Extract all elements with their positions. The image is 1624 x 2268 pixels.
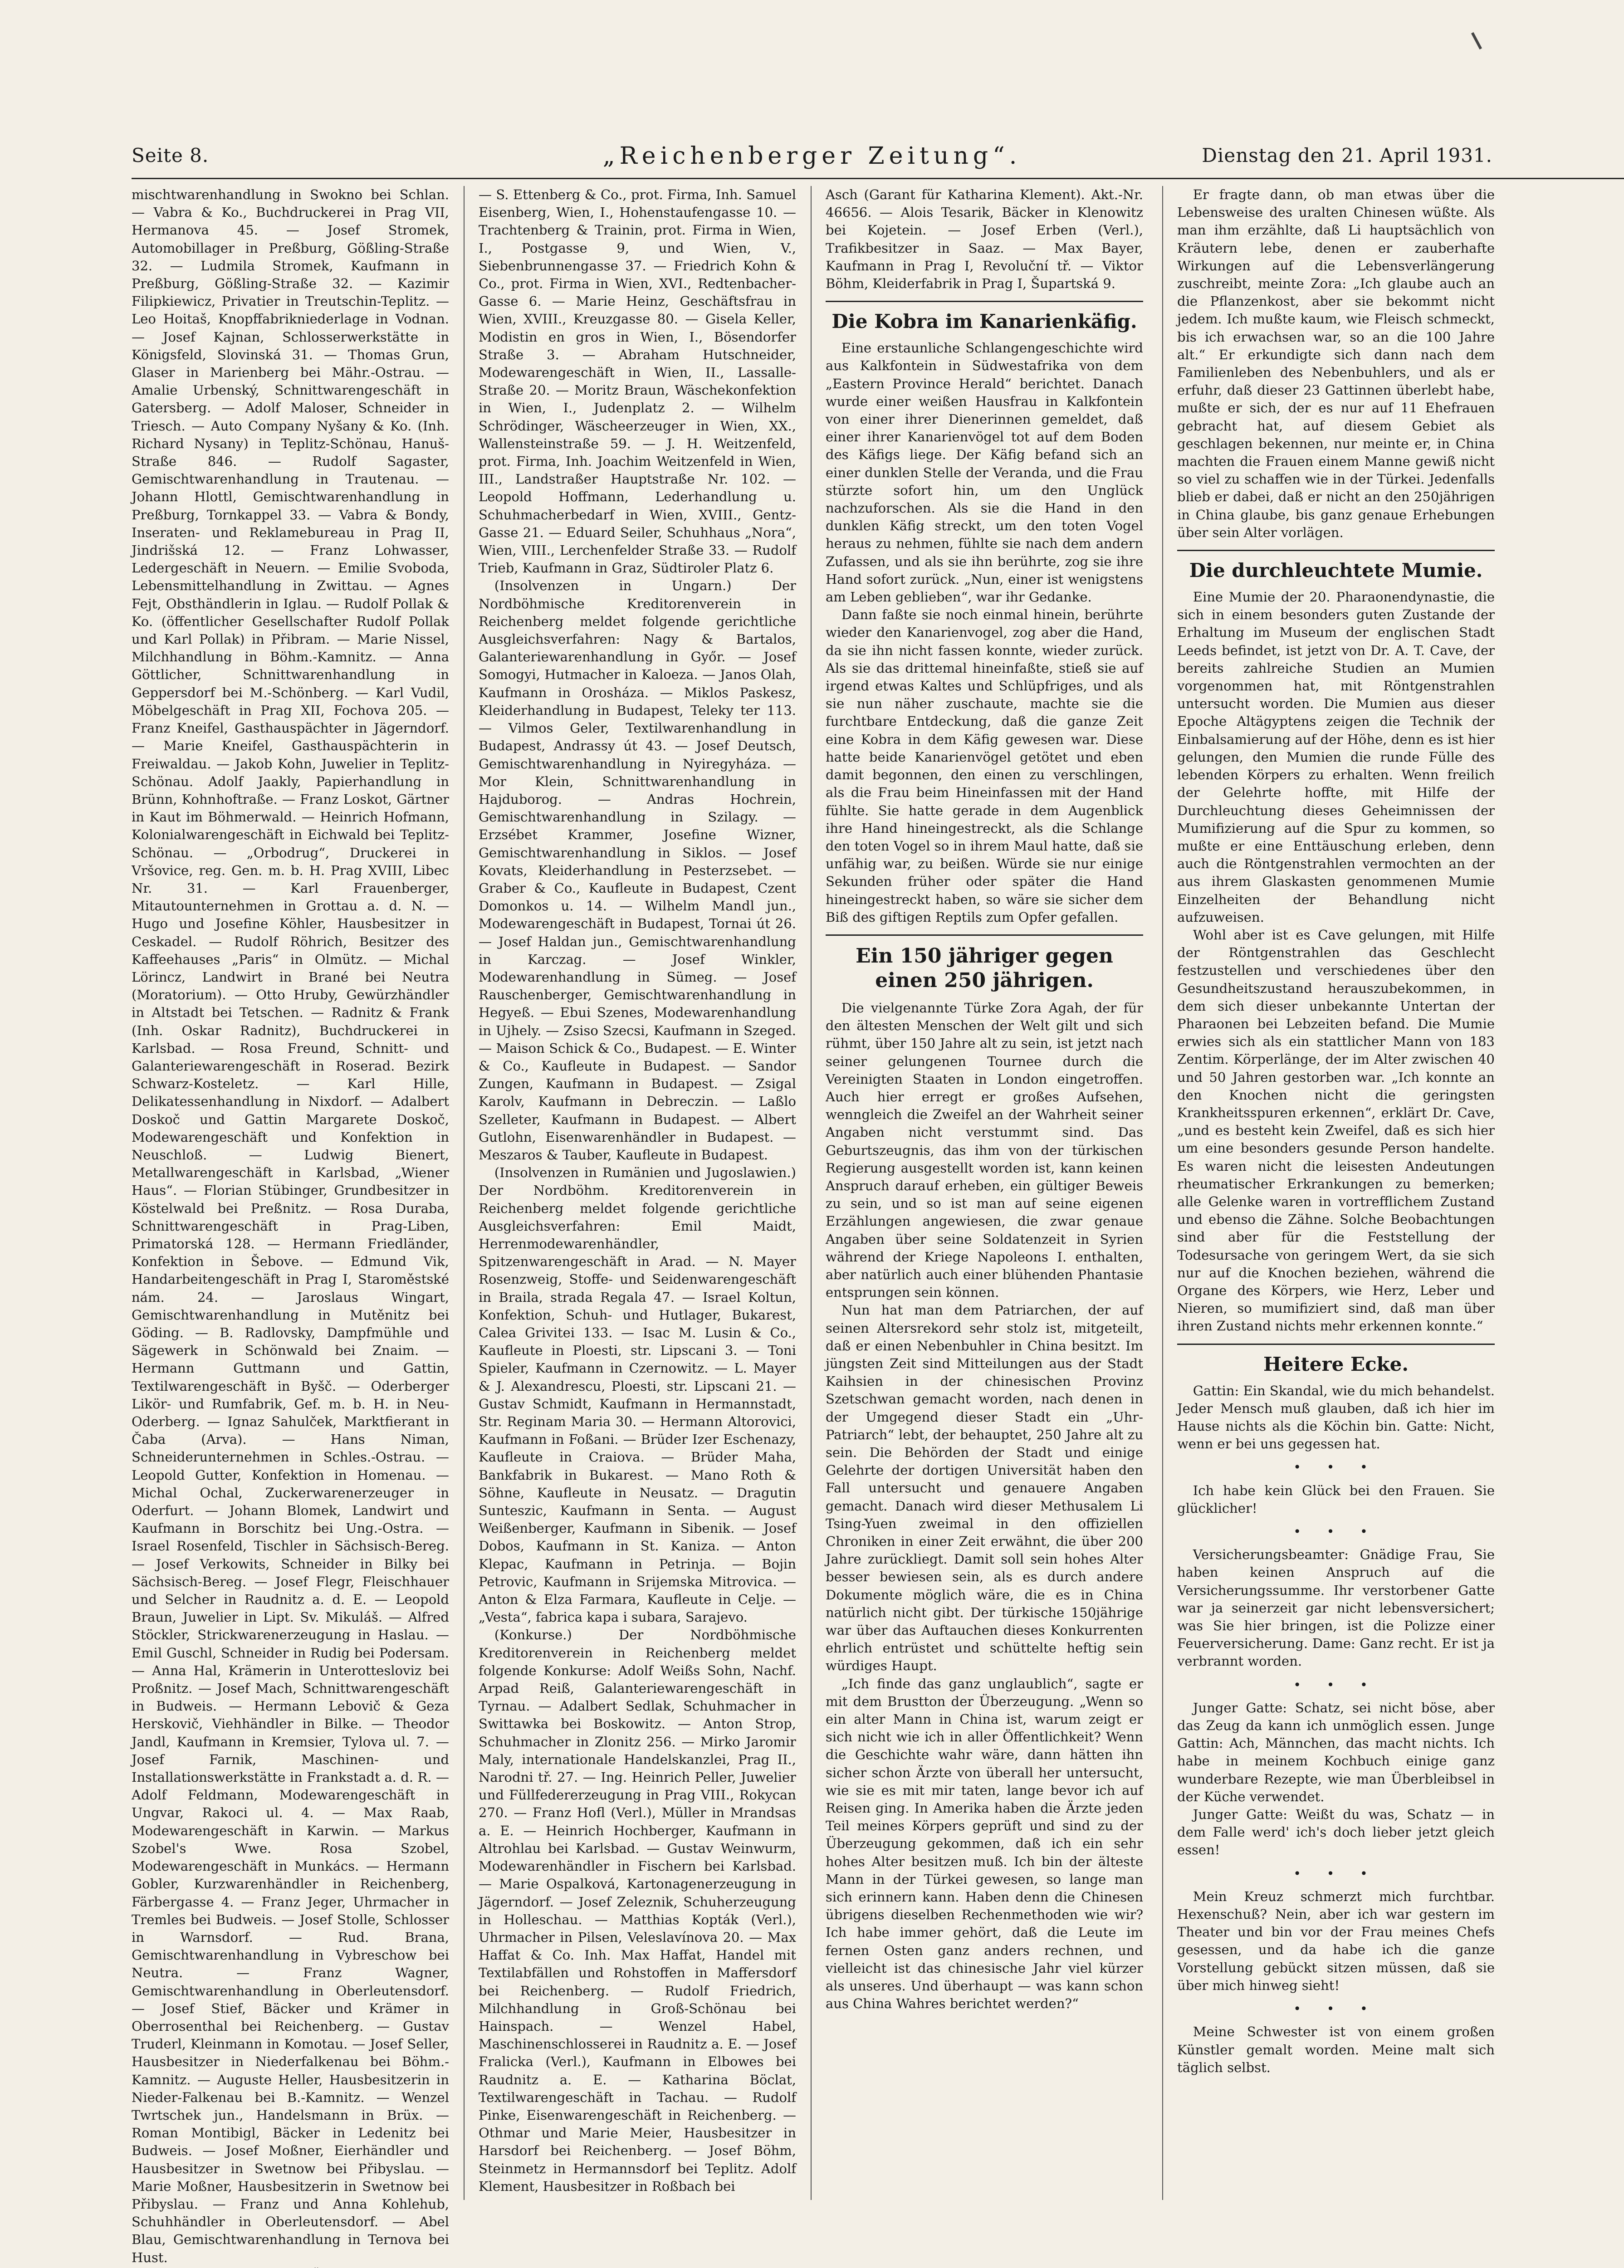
column-2	[479, 186, 796, 2200]
scan-mark	[1471, 32, 1482, 49]
column-4	[1177, 186, 1495, 2200]
column-3	[826, 186, 1143, 2200]
bankruptcies-cont: Asch (Garant für Katharina Klement). Akt.-Nr. 46656. — Alois Tesarik, Bäcker in Klenowitz bei Kojetein. — Josef Erben (Verl.), Trafikbesitzer in Saaz. — Max Bayer, Kaufmann in Prag I, Revoluční tř. — Viktor Böhm, Kleiderfabrik in Prag I, Šupartská 9.	[826, 187, 1143, 292]
article-paragraph: Wohl aber ist es Cave gelungen, mit Hilfe der Röntgenstrahlen das Geschlecht festzustellen und verschiedenes über den Gesundheitszustand herauszubekommen, in dem sich dieser unbekannte Untertan der Pharaonen bei Lebzeiten befand. Die Mumie erwies sich als ein stattlicher Mann von 183 Zentim. Körperlänge, der im Alter zwischen 40 und 50 Jahren gestorben war. „Ich konnte an den Knochen nicht die geringsten Krankheitsspuren erkennen“, erklärt Dr. Cave, „und es besteht kein Zweifel, daß es sich hier um eine besonders gesunde Person handelte. Es waren nicht die leisesten Andeutungen rheumatischer Erkrankungen zu bemerken; alle Gelenke waren in vortrefflichem Zustand und ebenso die Zähne. Solche Beobachtungen sind aber für die Feststellung der Todesursache von geringem Wert, da sie sich nur auf die Knochen beziehen, während die Organe des Körpers, wie Herz, Leber und Nieren, so mumifiziert sind, daß man über ihren Zustand nichts mehr erkennen konnte.“	[1177, 927, 1495, 1334]
issue-date: Dienstag den 21. April 1931.	[1202, 144, 1492, 166]
joke: Gattin: Ein Skandal, wie du mich behandelst. Jeder Mensch muß glauben, daß ich hier im Hause nichts als die Köchin bin. Gatte: Nicht, wenn er bei uns gegessen hat.	[1177, 1383, 1495, 1452]
separator-dots: • • •	[1293, 1524, 1379, 1540]
insolvency-austria-cont: — S. Ettenberg & Co., prot. Firma, Inh. Samuel Eisenberg, Wien, I., Hohenstaufengasse 10. — Trachtenberg & Trainin, prot. Firma in Wien, I., Postgasse 9, und Wien, V., Siebenbrunnengasse 37. — Friedrich Kohn & Co., prot. Firma in Wien, XVI., Redtenbacher-Gasse 6. — Marie Heinz, Geschäftsfrau in Wien, XVIII., Kreuzgasse 80. — Gisela Keller, Modistin en gros in Wien, I., Bösendorfer Straße 3. — Abraham Hutschneider, Modewarengeschäft in Wien, II., Lassalle-Straße 20. — Moritz Braun, Wäschekonfektion in Wien, I., Judenplatz 2. — Wilhelm Schrödinger, Wäscheerzeuger in Wien, XX., Wallensteinstraße 59. — J. H. Weitzenfeld, prot. Firma, Inh. Joachim Weitzenfeld in Wien, III., Landstraßer Hauptstraße Nr. 102. — Leopold Hoffmann, Lederhandlung u. Schuhmacherbedarf in Wien, XVIII., Gentz-Gasse 21. — Eduard Seiler, Schuhhaus „Nora“, Wien, VIII., Lerchenfelder Straße 33. — Rudolf Trieb, Kaufmann in Graz, Südtiroler Platz 6.	[479, 187, 796, 576]
title-line: Ein 150 jähriger gegen	[856, 944, 1113, 968]
insolvency-romania-yugoslavia: (Insolvenzen in Rumänien und Jugoslawien.) Der Nordböhm. Kreditorenverein in Reichenberg meldet folgende gerichtliche Ausgleichsverfahren: Emil Maidt, Herrenmodewarenhändler, Spitzenwarengeschäft in Arad. — N. Mayer Rosenzweig, Stoffe- und Seidenwarengeschäft in Braila, strada Regala 47. — Israel Koltun, Konfektion, Schuh- und Hutlager, Bukarest, Calea Grivitei 133. — Isac M. Lusin & Co., Kaufleute in Ploesti, str. Lipscani 3. — Toni Spieler, Kaufmann in Czernowitz. — L. Mayer & J. Alexandrescu, Ploesti, str. Lipscani 21. — Gustav Schmidt, Kaufmann in Hermannstadt, Str. Reginam Maria 30. — Hermann Altorovici, Kaufmann in Foßani. — Brüder Izer Eschenazy, Kaufleute in Craiova. — Brüder Maha, Bankfabrik in Bukarest. — Mano Roth & Söhne, Kaufleute in Neusatz. — Dragutin Sunteszic, Kaufmann in Senta. — August Weißenberger, Kaufmann in Sibenik. — Josef Dobos, Kaufmann in St. Kaniza. — Anton Klepac, Kaufmann in Petrinja. — Bojin Petrovic, Kaufmann in Srijemska Mitrovica. — Anton & Elza Farmara, Kaufleute in Celje. — „Vesta“, fabrica kapa i subara, Sarajevo.	[479, 1165, 796, 1625]
article-paragraph: Eine Mumie der 20. Pharaonendynastie, die sich in einem besonders guten Zustande der Erhaltung im Museum der englischen Stadt Leeds befindet, ist jetzt von Dr. A. T. Cave, der bereits zahlreiche Studien an Mumien vorgenommen hat, mit Röntgenstrahlen untersucht worden. Die Mumien aus dieser Epoche Altägyptens zeigen die Technik der Einbalsamierung auf der Höhe, denn es ist hier gelungen, den Mumien die runde Fülle des lebenden Körpers zu erhalten. Wenn freilich der Gelehrte hoffte, mit Hilfe der Durchleuchtung dieses Geheimnissen der Mumifizierung auf die Spur zu kommen, so mußte er eine Enttäuschung erleben, denn auch die Röntgenstrahlen vermochten an der aus ihrem Glaskasten genommenen Mumie Einzelheiten der Behandlung nicht aufzuweisen.	[1177, 589, 1495, 925]
newspaper-title: „Reichenberger Zeitung“.	[602, 142, 1022, 170]
article-paragraph: Eine erstaunliche Schlangengeschichte wird aus Kalkfontein in Südwestafrika von dem „Eastern Province Herald“ berichtet. Danach wurde einer weißen Hausfrau in Kalkfontein von einer ihrer Dienerinnen gemeldet, daß einer ihrer Kanarienvögel tot auf dem Boden des Käfigs liege. Der Käfig befand sich an einer dunklen Stelle der Veranda, und die Frau stürzte sofort hin, um den Unglück nachzuforschen. Als sie die Hand in den dunklen Käfig streckt, um den toten Vogel heraus zu nehmen, fühlte sie nach dem andern Zufassen, und als sie ihn berührte, zog sie ihre Hand sofort zurück. „Nun, einer ist wenigstens am Leben geblieben“, war ihr Gedanke.	[826, 340, 1143, 605]
article-paragraph: Die vielgenannte Türke Zora Agah, der für den ältesten Menschen der Welt gilt und sich rühmt, über 150 Jahre alt zu sein, ist jetzt nach seiner gelungenen Tournee durch die Vereinigten Staaten in London eingetroffen. Auch hier erregt er großes Aufsehen, wenngleich die Zweifel an der Wahrheit seiner Angaben nicht verstummt sind. Das Geburtszeugnis, das ihm von der türkischen Regierung ausgestellt worden ist, kann keinen Anspruch darauf erheben, ein gültiger Beweis zu sein, und so ist man auf seine eigenen Erzählungen angewiesen, die zwar genaue Angaben über seine Soldatenzeit in Syrien während der Kriege Napoleons I. enthalten, aber natürlich auch einer blühenden Phantasie entsprungen sein können.	[826, 1000, 1143, 1300]
joke: Junger Gatte: Schatz, sei nicht böse, aber das Zeug da kann ich unmöglich essen. Junge Gattin: Ach, Männchen, das macht nichts. Ich habe in meinem Kochbuch einige ganz wunderbare Rezepte, wie man Überbleibsel in der Küche verwendet.	[1177, 1700, 1495, 1804]
header-rule	[132, 178, 1624, 179]
joke: Meine Schwester ist von einem großen Künstler gemalt worden. Meine malt sich täglich selbst.	[1177, 2024, 1495, 2075]
joke: Ich habe kein Glück bei den Frauen. Sie glücklicher!	[1177, 1482, 1495, 1516]
insolvency-hungary: (Insolvenzen in Ungarn.) Der Nordböhmische Kreditorenverein in Reichenberg meldet folgende gerichtliche Ausgleichsverfahren: Nagy & Bartalos, Galanteriewarenhandlung in Győr. — Josef Somogyi, Hutmacher in Kaloeza. — Janos Olah, Kaufmann in Orosháza. — Miklos Paskesz, Kleiderhandlung in Budapest, Teleky ter 113. — Vilmos Geler, Textilwarenhandlung in Budapest, Andrassy út 43. — Josef Deutsch, Gemischtwarenhandlung in Nyiregyháza. — Mor Klein, Schnittwarenhandlung in Hajduborog. — Andras Hochrein, Gemischtwarenhandlung in Szilagy. — Erzsébet Krammer, Josefine Wizner, Gemischtwarenhandlung in Siklos. — Josef Kovats, Kleiderhandlung in Pesterzsebet. — Graber & Co., Kaufleute in Budapest, Czent Domonkos u. 14. — Wilhelm Mandl jun., Modewarengeschäft in Budapest, Tornai út 26. — Josef Haldan jun., Gemischtwarenhandlung in Karczag. — Josef Winkler, Modewarenhandlung in Sümeg. — Josef Rauschenberger, Gemischtwarenhandlung in Hegyeß. — Ebui Szenes, Modewarenhandlung in Ujhely. — Zsiso Szecsi, Kaufmann in Szeged. — Maison Schick & Co., Budapest. — E. Winter & Co., Kaufleute in Budapest. — Sandor Zungen, Kaufmann in Budapest. — Zsigal Karolv, Kaufmann in Debreczin. — Laßlo Szelleter, Kaufmann in Budapest. — Albert Gutlohn, Eisenwarenhändler in Budapest. — Meszaros & Tauber, Kaufleute in Budapest.	[479, 578, 796, 1163]
column-1	[132, 186, 449, 2265]
insolvency-list: mischtwarenhandlung in Swokno bei Schlan. — Vabra & Ko., Buchdruckerei in Prag VII, Hermanova 45. — Josef Stromek, Automobillager in Preßburg, Gößling-Straße 32. — Ludmila Stromek, Kaufmann in Preßburg, Gößling-Straße 32. — Kazimir Filipkiewicz, Privatier in Treutschin-Teplitz. — Leo Hoitaš, Knopffabrikniederlage in Vodnan. — Josef Kajnan, Schlosserwerkstätte in Königsfeld, Slovinská 31. — Thomas Grun, Glaser in Marienberg bei Mähr.-Ostrau. — Amalie Urbenský, Schnittwarengeschäft in Gatersberg. — Adolf Maloser, Schneider in Triesch. — Auto Company Nyšany & Ko. (Inh. Richard Nysany) in Teplitz-Schönau, Hanuš-Straße 846. — Rudolf Sagaster, Gemischtwarenhandlung in Trautenau. — Johann Hlottl, Gemischtwarenhandlung in Preßburg, Tornkappel 33. — Vabra & Bondy, Inseraten- und Reklamebureau in Prag II, Jindrišská 12. — Franz Lohwasser, Ledergeschäft in Neuern. — Emilie Svoboda, Lebensmittelhandlung in Zwittau. — Agnes Fejt, Obsthändlerin in Iglau. — Rudolf Pollak & Ko. (öffentlicher Gesellschafter Rudolf Pollak und Karl Pollak) in Přibram. — Marie Nissel, Milchhandlung in Böhm.-Kamnitz. — Anna Göttlicher, Schnittwarenhandlung in Geppersdorf bei M.-Schönberg. — Karl Vudil, Möbelgeschäft in Prag XII, Fochova 205. — Franz Kneifel, Gasthauspächter in Jägerndorf. — Marie Kneifel, Gasthauspächterin in Freiwaldau. — Jakob Kohn, Juwelier in Teplitz-Schönau. Adolf Jaakly, Papierhandlung in Brünn, Kohnhoftraße. — Franz Loskot, Gärtner in Kaut im Böhmerwald. — Heinrich Hofmann, Kolonialwarengeschäft in Eichwald bei Teplitz-Schönau. — „Orbodrug“, Druckerei in Vršovice, reg. Gen. m. b. H. Prag XVIII, Libec Nr. 31. — Karl Frauenberger, Mitautounternehmen in Grottau a. d. N. — Hugo und Josefine Köhler, Hausbesitzer in Ceskadel. — Rudolf Röhrich, Besitzer des Kaffeehauses „Paris“ in Olmütz. — Michal Lörincz, Landwirt in Brané bei Neutra (Moratorium). — Otto Hruby, Gewürzhändler in Altstadt bei Tetschen. — Radnitz & Frank (Inh. Oskar Radnitz), Buchdruckerei in Karlsbad. — Rosa Freund, Schnitt- und Galanteriewarengeschäft in Roserad. Bezirk Schwarz-Kosteletz. — Karl Hille, Delikatessenhandlung in Nixdorf. — Adalbert Doskoč und Gattin Margarete Doskoč, Modewarengeschäft und Konfektion in Neuschloß. — Ludwig Bienert, Metallwarengeschäft in Karlsbad, „Wiener Haus“. — Florian Stübinger, Grundbesitzer in Köstelwald bei Preßnitz. — Rosa Duraba, Schnittwarengeschäft in Prag-Liben, Primatorská 128. — Hermann Friedländer, Konfektion in Šebove. — Edmund Vik, Handarbeitengeschäft in Prag I, Staroměstské nám. 24. — Jaroslaus Wingart, Gemischtwarenhandlung in Mutěnitz bei Göding. — B. Radlovsky, Dampfmühle und Sägewerk in Schönwald bei Znaim. — Hermann Guttmann und Gattin, Textilwarengeschäft in Byšč. — Oderberger Likör- und Rumfabrik, Gef. m. b. H. in Neu-Oderberg. — Ignaz Sahulček, Marktfierant in Čaba (Arva). — Hans Niman, Schneiderunternehmen in Schles.-Ostrau. — Leopold Gutter, Konfektion in Homenau. — Michal Ochal, Zuckerwarenerzeuger in Oderfurt. — Johann Blomek, Landwirt und Kaufmann in Borschitz bei Ung.-Ostra. — Israel Rosenfeld, Tischler in Sächsisch-Bereg. — Josef Verkowits, Schneider in Bilky bei Sächsisch-Bereg. — Josef Flegr, Fleischhauer und Selcher in Raudnitz a. d. E. — Leopold Braun, Juwelier in Lipt. Sv. Mikuláš. — Alfred Stöckler, Strickwarenerzeugung in Haslau. — Emil Guschl, Schneider in Rudig bei Podersam. — Anna Hal, Krämerin in Unterottesloviz bei Proßnitz. — Josef Mach, Schnittwarengeschäft in Budweis. — Hermann Lebovič & Geza Herskovič, Viehhändler in Bilke. — Theodor Jandl, Kaufmann in Kremsier, Tylova ul. 7. — Josef Farnik, Maschinen- und Installationswerkstätte in Frankstadt a. d. R. — Adolf Feldmann, Modewarengeschäft in Ungvar, Rakoci ul. 4. — Max Raab, Modewarengeschäft in Karwin. — Markus Szobel's Wwe. Rosa Szobel, Modewarengeschäft in Munkács. — Hermann Gobler, Kurzwarenhändler in Reichenberg, Färbergasse 4. — Franz Jeger, Uhrmacher in Tremles bei Budweis. — Josef Stolle, Schlosser in Warnsdorf. — Rud. Brana, Gemischtwarenhandlung in Vybreschow bei Neutra. — Franz Wagner, Gemischtwarenhandlung in Oberleutensdorf. — Josef Stief, Bäcker und Krämer in Oberrosenthal bei Reichenberg. — Gustav Truderl, Kleinmann in Komotau. — Josef Seller, Hausbesitzer in Niederfalkenau bei Böhm.-Kamnitz. — Auguste Heller, Hausbesitzerin in Nieder-Falkenau bei B.-Kamnitz. — Wenzel Twrtschek jun., Handelsmann in Brüx. — Roman Montibigl, Bäcker in Ledenitz bei Budweis. — Josef Moßner, Eierhändler und Hausbesitzer in Swetnow bei Přibyslau. — Marie Moßner, Hausbesitzerin in Swetnow bei Přibyslau. — Franz und Anna Kohlehub, Schuhhändler in Oberleutensdorf. — Abel Blau, Gemischtwarenhandlung in Ternova bei Hust.	[132, 187, 449, 2265]
article-paragraph: „Ich finde das ganz unglaublich“, sagte er mit dem Brustton der Überzeugung. „Wenn so ein alter Mann in China ist, warum zeigt er sich nicht wie ich in aller Öffentlichkeit? Wenn die Geschichte wahr wäre, dann hätten ihn sicher schon Ärzte von überall her untersucht, wie sie es mit mir taten, lange bevor ich auf Reisen ging. In Amerika haben die Ärzte jeden Teil meines Körpers geprüft und sind zu der Überzeugung gekommen, daß ich ein sehr hohes Alter besitzen muß. Ich bin der älteste Mann in der Türkei gewesen, so lange man sich erinnern kann. Haben denn die Chinesen übrigens dieselben Rechenmethoden wie wir? Ich habe immer gehört, daß die Leute im fernen Osten ganz anders rechnen, und vielleicht ist das chinesische Jahr viel kürzer als unseres. Und überhaupt — was kann schon aus China Wahres berichtet werden?“	[826, 1676, 1143, 2012]
page-number: Seite 8.	[132, 144, 209, 166]
article-paragraph: Nun hat man dem Patriarchen, der auf seinen Altersrekord sehr stolz ist, mitgeteilt, daß er einen Nebenbuhler in China besitzt. Im jüngsten Zeit sind Mitteilungen aus der Stadt Kaihsien in der chinesischen Provinz Szetschwan gemacht worden, nach denen in der Umgegend dieser Stadt ein „Uhr-Patriarch“ lebt, der behauptet, 250 Jahre alt zu sein. Die Behörden der Stadt und einige Gelehrte der dortigen Universität haben den Fall untersucht und genauere Angaben gemacht. Danach wird dieser Methusalem Li Tsing-Yuen zweimal in den offiziellen Chroniken in einer Zeit erwähnt, die über 200 Jahre zurückliegt. Damit soll sein hohes Alter besser bewiesen sein, als es durch andere Dokumente möglich wäre, die es in China natürlich nicht gibt. Der türkische 150jährige war über das Auftauchen dieses Konkurrenten ehrlich entrüstet und schüttelte heftig sein würdiges Haupt.	[826, 1302, 1143, 1674]
separator-dots: • • •	[1293, 1460, 1379, 1475]
joke: Versicherungsbeamter: Gnädige Frau, Sie haben keinen Anspruch auf die Versicherungssumme. Ihr verstorbener Gatte war ja seinerzeit gar nicht lebensversichert; was Sie hier bringen, ist die Polizze einer Feuerversicherung. Dame: Ganz recht. Er ist ja verbrannt worden.	[1177, 1547, 1495, 1669]
column-divider	[464, 186, 465, 2200]
column-divider	[811, 186, 812, 2200]
article-title-mumie: Die durchleuchtete Mumie.	[1177, 550, 1495, 582]
separator-dots: • • •	[1293, 1866, 1379, 1881]
article-title-kobra: Die Kobra im Kanarienkäfig.	[826, 301, 1143, 333]
article-title-tuerke	[826, 934, 1143, 993]
title-line: einen 250 jährigen.	[875, 968, 1094, 992]
joke: Junger Gatte: Weißt du was, Schatz — in dem Falle werd' ich's doch lieber jetzt gleich essen!	[1177, 1807, 1495, 1858]
separator-dots: • • •	[1293, 1677, 1379, 1692]
bankruptcies: (Konkurse.) Der Nordböhmische Kreditorenverein in Reichenberg meldet folgende Konkurse: Adolf Weißs Sohn, Nachf. Arpad Reiß, Galanteriewarengeschäft in Tyrnau. — Adalbert Sedlak, Schuhmacher in Swittawka bei Boskowitz. — Anton Strop, Schuhmacher in Zlonitz 256. — Mirko Jaromir Maly, internationale Handelskanzlei, Prag II., Narodni tř. 27. — Ing. Heinrich Peller, Juwelier und Füllfedererzeugung in Prag VIII., Rokycan 270. — Franz Hofl (Verl.), Müller in Mrandsas a. E. — Heinrich Hochberger, Kaufmann in Altrohlau bei Karlsbad. — Gustav Weinwurm, Modewarenhändler in Fischern bei Karlsbad. — Marie Ospalková, Kartonagenerzeugung in Jägerndorf. — Josef Zeleznik, Schuherzeugung in Holleschau. — Matthias Kopták (Verl.), Uhrmacher in Pilsen, Veleslavínova 20. — Max Haffat & Co. Inh. Max Haffat, Handel mit Textilabfällen und Rohstoffen in Maffersdorf bei Reichenberg. — Rudolf Friedrich, Milchhandlung in Groß-Schönau bei Hainspach. — Wenzel Habel, Maschinenschlosserei in Raudnitz a. E. — Josef Fralicka (Verl.), Kaufmann in Elbowes bei Raudnitz a. E. — Katharina Böclat, Textilwarengeschäft in Tachau. — Rudolf Pinke, Eisenwarengeschäft in Reichenberg. — Othmar und Marie Meier, Hausbesitzer in Harsdorf bei Reichenberg. — Josef Böhm, Steinmetz in Hermannsdorf bei Teplitz. Adolf Klement, Hausbesitzer in Roßbach bei	[479, 1627, 796, 2194]
joke: Mein Kreuz schmerzt mich furchtbar. Hexenschuß? Nein, aber ich war gestern im Theater und bin vor der Frau meines Chefs gesessen, und da habe ich die ganze Vorstellung gebückt sitzen müssen, daß sie über mich hinweg sieht!	[1177, 1888, 1495, 1993]
column-divider	[1162, 186, 1163, 2200]
page-header	[132, 144, 1492, 176]
separator-dots: • • •	[1293, 2001, 1379, 2017]
article-title-heitere: Heitere Ecke.	[1177, 1344, 1495, 1376]
article-paragraph: Dann faßte sie noch einmal hinein, berührte wieder den Kanarienvogel, zog aber die Hand, da sie ihn nicht fassen konnte, wieder zurück. Als sie das drittemal hineinfaßte, stieß sie auf irgend etwas Kaltes und Schlüpfriges, und als sie nun näher zuschaute, machte sie die furchtbare Entdeckung, daß die ganze Zeit eine Kobra in dem Käfig gewesen war. Diese hatte beide Kanarienvögel getötet und eben damit begonnen, den einen zu verschlingen, als die Frau beim Hineinfassen mit der Hand fühlte. Sie hatte gerade in dem Augenblick ihre Hand hineingestreckt, als die Schlange den toten Vogel so in ihrem Maul hatte, daß sie unfähig war, zu beißen. Würde sie nur einige Sekunden früher oder später die Hand hineingestreckt haben, so wäre sie sicher dem Biß des giftigen Reptils zum Opfer gefallen.	[826, 607, 1143, 925]
article-paragraph: Er fragte dann, ob man etwas über die Lebensweise des uralten Chinesen wüßte. Als man ihm erzählte, daß Li hauptsächlich von Kräutern lebe, denen er zauberhafte Wirkungen auf die Lebensverlängerung zuschreibt, meinte Zora: „Ich glaube auch an die Pflanzenkost, aber sie bekommt nicht jedem. Ich mußte kaum, wie Fleisch schmeckt, bis ich erwachsen war, so an die 100 Jahre alt.“ Er erkundigte sich dann nach dem Familienleben des Nebenbuhlers, und als er erfuhr, daß dieser 23 Gattinnen überlebt habe, mußte er sich, der es nur auf 11 Ehefrauen gebracht hat, auf diesem Gebiet als geschlagen bekennen, nur meinte er, in China machten die Frauen einem Manne gewiß nicht so viel zu schaffen wie in der Türkei. Jedenfalls blieb er dabei, daß er nicht an den 250jährigen in China glaube, bis ganz genaue Erhebungen über sein Alter vorlägen.	[1177, 187, 1495, 540]
